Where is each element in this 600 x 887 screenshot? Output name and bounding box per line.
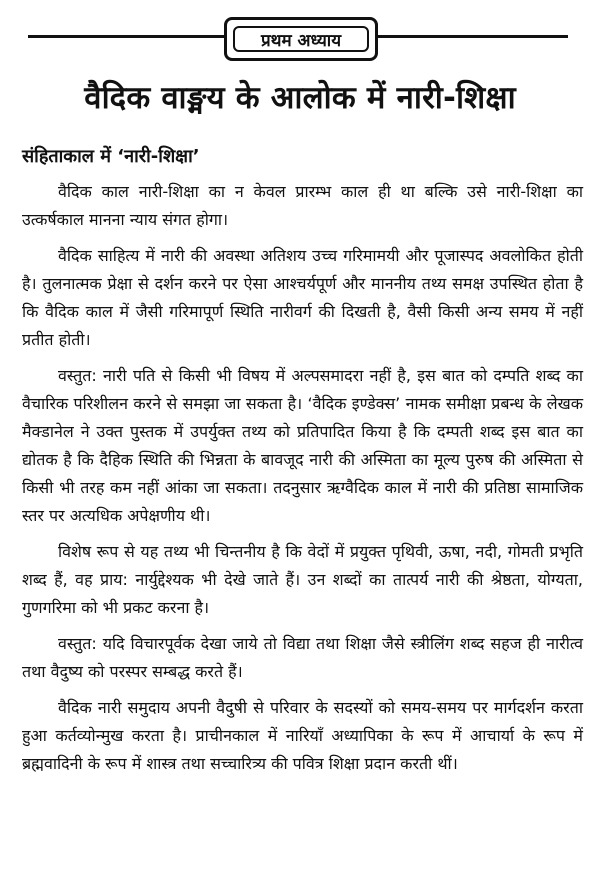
paragraph: वैदिक साहित्य में नारी की अवस्था अतिशय उच्च गरिमामयी और पूजास्पद अवलोकित होती है। तुलनात्मक प्रेक्षा से दर्शन करने पर ऐसा आश्चर्यपूर्ण और माननीय तथ्य समक्ष उपस्थित होता है कि वैदिक काल में जैसी गरिमापूर्ण स्थिति नारीवर्ग की दिखती है, वैसी किसी अन्य समय में नहीं प्रतीत होती। bbox=[22, 246, 583, 349]
paragraph: वस्तुत: यदि विचारपूर्वक देखा जाये तो विद्या तथा शिक्षा जैसे स्त्रीलिंग शब्द सहज ही नारीत्व तथा वैदुष्य को परस्पर सम्बद्ध करते हैं। bbox=[22, 634, 583, 681]
paragraph: वैदिक काल नारी-शिक्षा का न केवल प्रारम्भ काल ही था बल्कि उसे नारी-शिक्षा का उत्कर्षकाल मानना न्याय संगत होगा। bbox=[22, 182, 583, 229]
body-text bbox=[22, 178, 583, 786]
section-heading: संहिताकाल में ‘नारी-शिक्षा’ bbox=[22, 146, 200, 167]
paragraph: वैदिक नारी समुदाय अपनी वैदुषी से परिवार के सदस्यों को समय-समय पर मार्गदर्शन करता हुआ कर्तव्योन्मुख करता है। प्राचीनकाल में नारियाँ अध्यापिका के रूप में आचार्या के रूप में ब्रह्मवादिनी के रूप में शास्त्र तथा सच्चारित्र्य की पवित्र शिक्षा प्रदान करती थीं। bbox=[22, 698, 583, 773]
chapter-title: वैदिक वाङ्मय के आलोक में नारी-शिक्षा bbox=[84, 80, 516, 116]
chapter-header bbox=[0, 8, 600, 64]
chapter-label-box bbox=[224, 17, 378, 61]
paragraph: विशेष रूप से यह तथ्य भी चिन्तनीय है कि वेदों में प्रयुक्त पृथिवी, ऊषा, नदी, गोमती प्रभृति शब्द हैं, वह प्राय: नार्युद्देश्यक भी देखे जाते हैं। उन शब्दों का तात्पर्य नारी की श्रेष्ठता, योग्यता, गुणगरिमा को भी प्रकट करना है। bbox=[22, 542, 583, 617]
chapter-rule-left bbox=[28, 35, 233, 38]
paragraph: वस्तुत: नारी पति से किसी भी विषय में अल्पसमादरा नहीं है, इस बात को दम्पति शब्द का वैचारिक परिशीलन करने से समझा जा सकता है। ‘वैदिक इण्डेक्स’ नामक समीक्षा प्रबन्ध के लेखक मैक्डानेल ने उक्त पुस्तक में उपर्युक्त तथ्य को प्रतिपादित किया है कि दम्पती शब्द इस बात का द्योतक है कि दैहिक स्थिति की भिन्नता के बावजूद नारी की अस्मिता का मूल्य पुरुष की अस्मिता से किसी भी तरह कम नहीं आंका जा सकता। तदनुसार ऋग्वैदिक काल में नारी की प्रतिष्ठा सामाजिक स्तर पर अत्यधिक अपेक्षणीय थी। bbox=[22, 366, 583, 525]
chapter-rule-right bbox=[372, 35, 568, 38]
chapter-label: प्रथम अध्याय bbox=[233, 26, 369, 52]
